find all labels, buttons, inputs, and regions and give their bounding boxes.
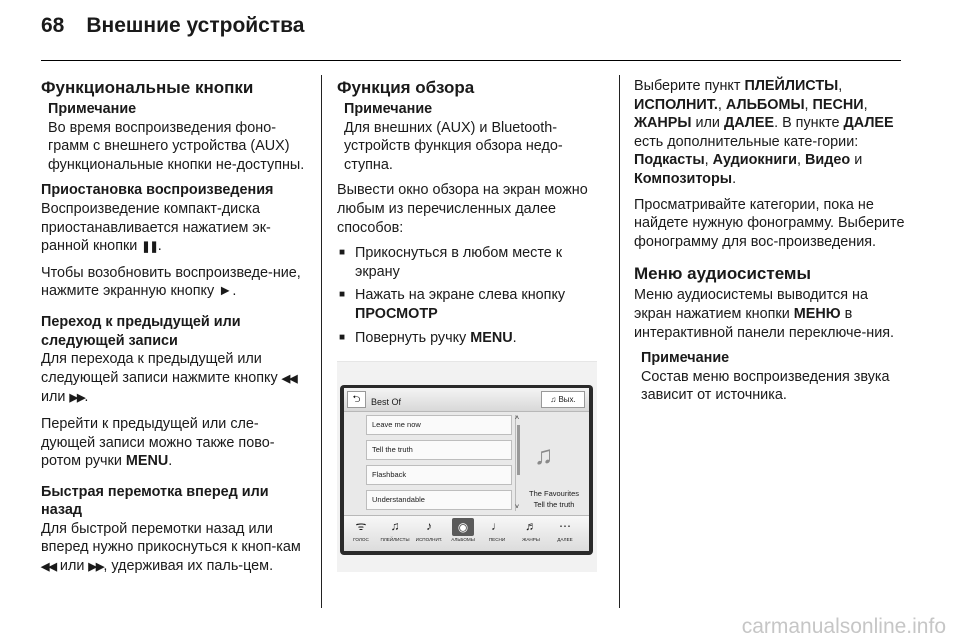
now-playing-info bbox=[524, 488, 584, 510]
tab-voice[interactable]: ᯤ ГОЛОС bbox=[346, 516, 376, 551]
back-button[interactable] bbox=[347, 391, 366, 408]
genre-icon: ♬ bbox=[525, 519, 537, 534]
tab-genres[interactable]: ♬ ЖАНРЫ bbox=[516, 516, 546, 551]
note-title: Примечание bbox=[641, 350, 730, 367]
previous-track-icon: ◀◀ bbox=[41, 561, 56, 574]
paragraph-resume: Чтобы возобновить воспроизведе-ние, нажмите экранную кнопку ►. bbox=[41, 264, 301, 300]
page-title: Внешние устройства bbox=[86, 14, 305, 37]
note-text: Состав меню воспроизведения звука зависит от источника. bbox=[641, 368, 890, 404]
tab-artists[interactable]: ♪ ИСПОЛНИТ. bbox=[414, 516, 444, 551]
section-heading-function-buttons: Функциональные кнопки bbox=[41, 78, 254, 97]
song-list-item[interactable]: Flashback bbox=[366, 465, 512, 485]
note-box bbox=[48, 100, 309, 174]
page-number: 68 bbox=[41, 14, 65, 37]
scrollbar-thumb[interactable] bbox=[517, 425, 520, 475]
tab-more[interactable]: ⋯ ДАЛЕЕ bbox=[550, 516, 580, 551]
exit-button[interactable]: ♫ Вых. bbox=[541, 391, 585, 408]
column-divider-1 bbox=[321, 75, 322, 608]
music-note-icon: ♫ bbox=[550, 395, 557, 405]
playlist-icon: ♫ bbox=[390, 519, 400, 534]
section-heading-audio-menu: Меню аудиосистемы bbox=[634, 264, 812, 284]
column-divider-2 bbox=[619, 75, 620, 608]
display-inner bbox=[344, 388, 589, 551]
list-item: ■ Нажать на экране слева кнопку ПРОСМОТР bbox=[337, 286, 605, 323]
tab-albums[interactable]: ◉ АЛЬБОМЫ bbox=[451, 520, 475, 543]
paragraph-fast-forward: Для быстрой перемотки назад или вперед нужно прикоснуться к кноп-кам ◀◀ или ▶▶, удерживая их паль-цем. bbox=[41, 520, 301, 575]
screen-title: Best Of bbox=[371, 397, 402, 408]
paragraph-audio-menu: Меню аудиосистемы выводится на экран нажатием кнопки МЕНЮ в интерактивной панели переключе-ния. bbox=[634, 287, 895, 341]
back-arrow-icon: ⮌ bbox=[352, 394, 361, 406]
list-item: ■ Повернуть ручку MENU. bbox=[337, 329, 605, 348]
note-text: Для внешних (AUX) и Bluetooth-устройств функция обзора недо-ступна. bbox=[344, 119, 563, 173]
subheading-prev-next: Переход к предыдущей или следующей записи bbox=[41, 313, 241, 349]
display-frame bbox=[340, 385, 593, 555]
song-list-item[interactable]: Tell the truth bbox=[366, 440, 512, 460]
paragraph-select-category: Выберите пункт ПЛЕЙЛИСТЫ, ИСПОЛНИТ., АЛЬБОМЫ, ПЕСНИ, ЖАНРЫ или ДАЛЕЕ. В пункте ДАЛЕЕ есть дополнительные кате-гории: Подкасты, Аудиокниги, Видео и Композиторы. bbox=[634, 78, 894, 187]
note-box bbox=[344, 100, 605, 174]
paragraph-prev-next: Для перехода к предыдущей или следующей записи нажмите кнопку ◀◀ или ▶▶. bbox=[41, 351, 297, 406]
paragraph-pause: Воспроизведение компакт-диска приостанавливается нажатием эк-ранной кнопки ❚❚. bbox=[41, 200, 271, 255]
voice-icon: ᯤ bbox=[355, 519, 367, 534]
more-icon: ⋯ bbox=[559, 519, 571, 534]
subheading-fast-forward: Быстрая перемотка вперед или назад bbox=[41, 483, 269, 519]
list-scrollbar[interactable] bbox=[515, 415, 522, 511]
paragraph-browse-intro: Вывести окно обзора на экран можно любым из перечисленных далее способов: bbox=[337, 182, 588, 236]
artist-icon: ♪ bbox=[426, 519, 432, 534]
now-playing-song: Tell the truth bbox=[533, 500, 575, 510]
paragraph-browse-categories: Просматривайте категории, пока не найдете нужную фонограмму. Выберите фонограмму для вос-произведения. bbox=[634, 196, 905, 250]
column-1 bbox=[41, 77, 309, 584]
next-track-icon: ▶▶ bbox=[88, 561, 104, 574]
page-header bbox=[41, 14, 304, 38]
song-list-item[interactable]: Understandable bbox=[366, 490, 512, 510]
chevron-up-icon: ˄ bbox=[515, 415, 520, 423]
previous-track-icon: ◀◀ bbox=[281, 372, 297, 385]
note-box bbox=[641, 349, 906, 405]
column-3 bbox=[634, 77, 906, 412]
play-icon: ► bbox=[218, 283, 233, 300]
section-heading-browse: Функция обзора bbox=[337, 78, 475, 97]
song-icon: ♩ bbox=[491, 519, 503, 534]
column-2 bbox=[337, 77, 605, 572]
watermark: carmanualsonline.info bbox=[741, 615, 946, 638]
next-track-icon: ▶▶ bbox=[69, 392, 85, 405]
paragraph-prev-next-knob: Перейти к предыдущей или сле-дующей записи можно также пово-ротом ручки MENU. bbox=[41, 415, 275, 470]
pause-icon: ❚❚ bbox=[141, 241, 158, 254]
song-list-item[interactable]: Leave me now bbox=[366, 415, 512, 435]
note-text: Во время воспроизведения фоно-грамм с внешнего устройства (AUX) функциональные кнопки не-доступны. bbox=[48, 119, 305, 173]
screen-title-bar bbox=[344, 388, 589, 412]
tab-songs[interactable]: ♩ ПЕСНИ bbox=[482, 516, 512, 551]
now-playing-artist: The Favourites bbox=[528, 489, 580, 499]
album-icon: ◉ bbox=[452, 518, 474, 536]
bullet-list bbox=[337, 244, 605, 347]
category-tab-bar bbox=[344, 515, 589, 551]
infotainment-screenshot bbox=[337, 361, 597, 572]
header-rule bbox=[41, 60, 901, 61]
song-list bbox=[366, 415, 512, 515]
subheading-pause: Приостановка воспроизведения bbox=[41, 182, 274, 199]
note-title: Примечание bbox=[48, 101, 137, 117]
tab-playlists[interactable]: ♫ ПЛЕЙЛИСТЫ bbox=[380, 516, 410, 551]
album-art-icon: ♫ bbox=[534, 440, 554, 471]
chevron-down-icon: ˅ bbox=[515, 504, 520, 512]
note-title: Примечание bbox=[344, 101, 433, 117]
list-item: ■ Прикоснуться в любом месте к экрану bbox=[337, 244, 605, 281]
